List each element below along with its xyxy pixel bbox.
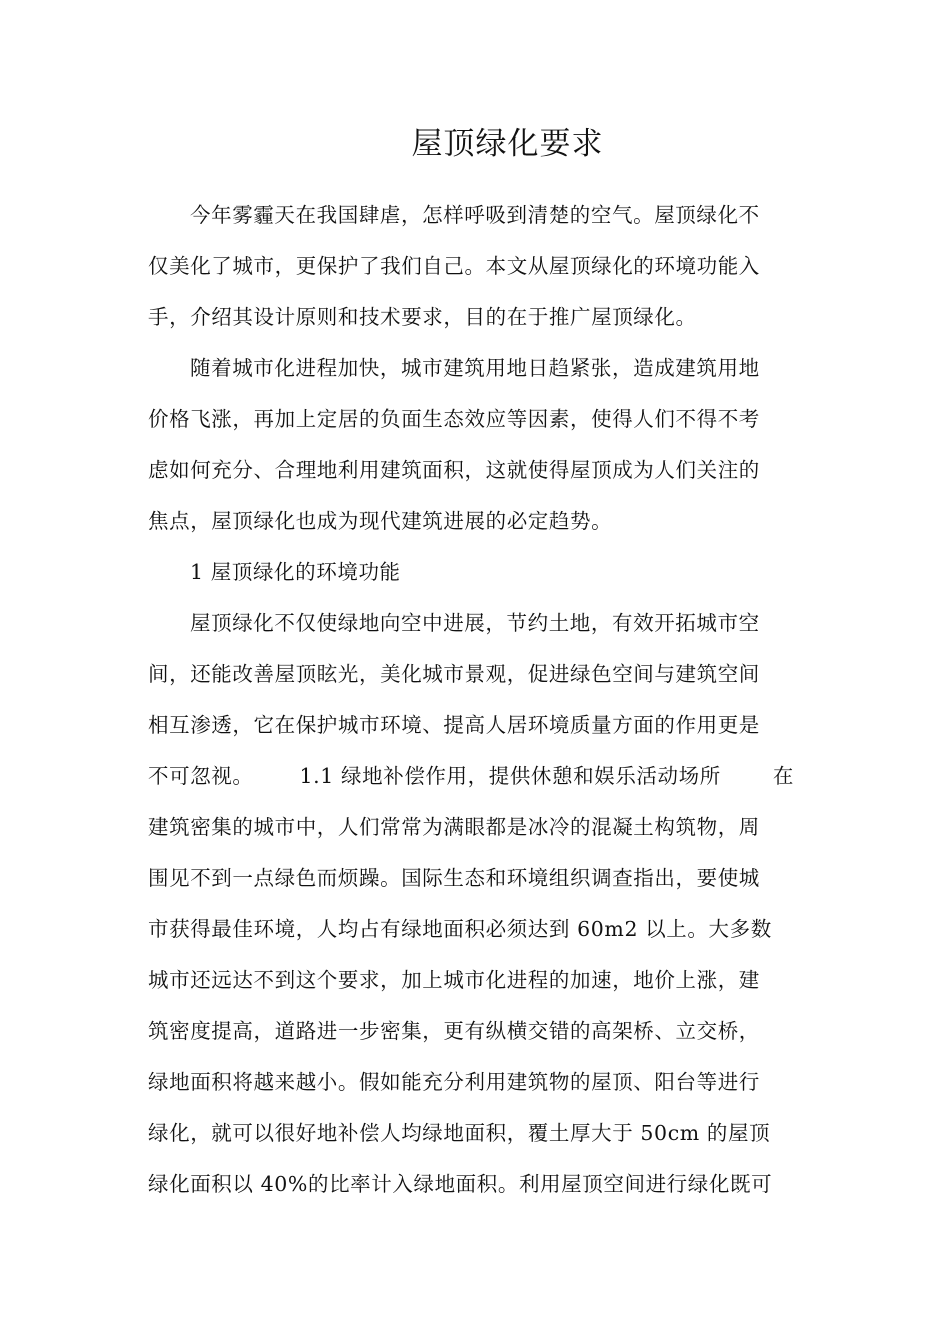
paragraph-line-end: 在	[772, 764, 794, 788]
paragraph-line: 价格飞涨，再加上定居的负面生态效应等因素，使得人们不得不考	[148, 407, 760, 431]
paragraph-line: 间，还能改善屋顶眩光，美化城市景观，促进绿色空间与建筑空间	[148, 662, 760, 686]
paragraph-line: 市获得最佳环境，人均占有绿地面积必须达到 60m2 以上。大多数	[148, 917, 772, 941]
paragraph-line: 围见不到一点绿色而烦躁。国际生态和环境组织调查指出，要使城	[148, 866, 760, 890]
paragraph-line-start: 不可忽视。	[148, 764, 254, 788]
document-title: 屋顶绿化要求	[411, 126, 604, 162]
paragraph-line: 筑密度提高，道路进一步密集，更有纵横交错的高架桥、立交桥，	[148, 1019, 760, 1043]
paragraph-line: 城市还远达不到这个要求，加上城市化进程的加速，地价上涨，建	[148, 968, 760, 992]
subsection-heading: 1.1 绿地补偿作用，提供休憩和娱乐活动场所	[299, 764, 721, 788]
paragraph-line: 今年雾霾天在我国肆虐，怎样呼吸到清楚的空气。屋顶绿化不	[190, 203, 760, 227]
section-heading: 1 屋顶绿化的环境功能	[190, 560, 401, 584]
mixed-line	[148, 761, 848, 791]
paragraph-line: 绿化面积以 40%的比率计入绿地面积。利用屋顶空间进行绿化既可	[148, 1172, 773, 1196]
paragraph-line: 手，介绍其设计原则和技术要求，目的在于推广屋顶绿化。	[148, 305, 697, 329]
paragraph-line: 绿化，就可以很好地补偿人均绿地面积，覆土厚大于 50cm 的屋顶	[148, 1121, 771, 1145]
paragraph-line: 焦点，屋顶绿化也成为现代建筑进展的必定趋势。	[148, 509, 613, 533]
paragraph-line: 建筑密集的城市中，人们常常为满眼都是冰冷的混凝土构筑物，周	[148, 815, 760, 839]
paragraph-line: 仅美化了城市，更保护了我们自己。本文从屋顶绿化的环境功能入	[148, 254, 760, 278]
paragraph-line: 虑如何充分、合理地利用建筑面积，这就使得屋顶成为人们关注的	[148, 458, 760, 482]
paragraph-line: 绿地面积将越来越小。假如能充分利用建筑物的屋顶、阳台等进行	[148, 1070, 760, 1094]
paragraph-line: 随着城市化进程加快，城市建筑用地日趋紧张，造成建筑用地	[190, 356, 760, 380]
paragraph-line: 屋顶绿化不仅使绿地向空中进展，节约土地，有效开拓城市空	[190, 611, 760, 635]
paragraph-line: 相互渗透，它在保护城市环境、提高人居环境质量方面的作用更是	[148, 713, 760, 737]
